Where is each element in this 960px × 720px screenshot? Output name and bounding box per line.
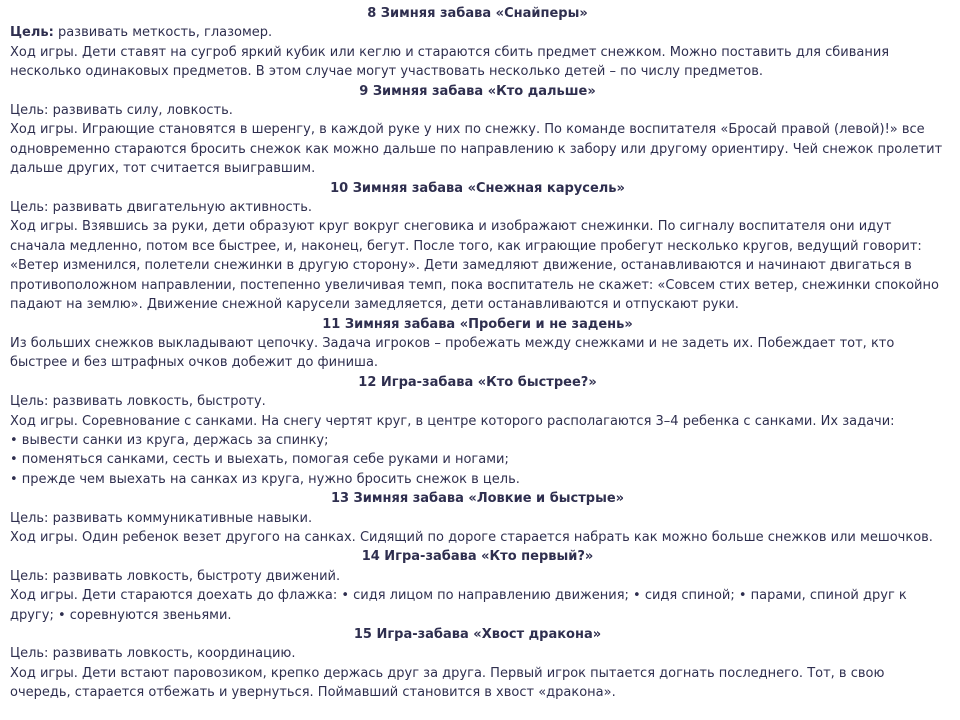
section-8 xyxy=(10,4,945,82)
section-heading: 15 Игра-забава «Хвост дракона» xyxy=(353,627,602,642)
paragraph: Ход игры. Один ребенок везет другого на санках. Сидящий по дороге старается набрать как можно больше снежков или мешочков. xyxy=(10,529,933,545)
goal-line: Цель: развивать ловкость, координацию. xyxy=(10,646,296,662)
section-heading: 11 Зимняя забава «Пробеги и не задень» xyxy=(322,316,633,332)
section-heading: 10 Зимняя забава «Снежная карусель» xyxy=(330,180,625,196)
document-body xyxy=(10,4,945,703)
paragraph: Ход игры. Взявшись за руки, дети образуют круг вокруг снеговика и изображают снежинки. По сигналу воспитателя они идут сначала медленно, потом все быстрее, и, наконец, бегут. После того, как играющие пробегут несколько кругов, ведущий говорит: «Ветер изменился, полетели снежинки в другую сторону». Дети замедляют движение, останавливаются и начинают двигаться в противоположном направлении, постепенно увеличивая темп, пока воспитатель не скажет: «Совсем стих ветер, снежинки спокойно падают на землю». Движение снежной карусели замедляется, дети останавливаются и отпускают руки. xyxy=(10,219,939,313)
paragraph: Ход игры. Дети встают паровозиком, крепко держась друг за друга. Первый игрок пытается догнать последнего. Тот, в свою очередь, старается отбежать и увернуться. Поймавший становится в хвост «дракона». xyxy=(10,665,885,701)
section-heading: 13 Зимняя забава «Ловкие и быстрые» xyxy=(330,491,625,507)
goal-line: Цель: развивать ловкость, быстроту. xyxy=(10,394,266,410)
paragraph: Ход игры. Дети стараются доехать до флажка: • сидя лицом по направлению движения; • сидя спиной; • парами, спиной друг к другу; • соревнуются звеньями. xyxy=(10,588,907,623)
section-10 xyxy=(10,179,945,315)
section-9 xyxy=(10,82,945,179)
paragraph: Ход игры. Играющие становятся в шеренгу, в каждой руке у них по снежку. По команде воспитателя «Бросай правой (левой)!» все одновременно стараются бросить снежок как можно дальше по направлению к забору или другому ориентиру. Чей снежок пролетит дальше других, тот считается выигравшим. xyxy=(10,122,943,177)
section-heading: 9 Зимняя забава «Кто дальше» xyxy=(359,83,596,99)
goal-line: Цель: развивать двигательную активность. xyxy=(10,200,312,216)
bullet-item: • поменяться санками, сесть и выехать, помогая себе руками и ногами; xyxy=(10,452,509,468)
goal-label: Цель: xyxy=(10,25,54,41)
section-11 xyxy=(10,315,945,373)
goal-line xyxy=(10,23,945,42)
paragraph: Ход игры. Соревнование с санками. На снегу чертят круг, в центре которого располагаются 3–4 ребенка с санками. Их задачи: xyxy=(10,413,895,429)
section-heading: 8 Зимняя забава «Снайперы» xyxy=(367,6,588,21)
goal-text: развивать меткость, глазомер. xyxy=(53,25,273,41)
section-15 xyxy=(10,625,945,703)
goal-line: Цель: развивать силу, ловкость. xyxy=(10,103,233,119)
section-14 xyxy=(10,547,945,625)
bullet-item: • вывести санки из круга, держась за спинку; xyxy=(10,432,329,448)
paragraph: Из больших снежков выкладывают цепочку. Задача игроков – пробежать между снежками и не задеть их. Побеждает тот, кто быстрее и без штрафных очков добежит до финиша. xyxy=(10,335,895,371)
goal-line: Цель: развивать ловкость, быстроту движений. xyxy=(10,568,341,584)
section-13 xyxy=(10,489,945,547)
goal-line: Цель: развивать коммуникативные навыки. xyxy=(10,510,313,526)
section-12 xyxy=(10,373,945,489)
section-heading: 14 Игра-забава «Кто первый?» xyxy=(361,549,594,565)
bullet-item: • прежде чем выехать на санках из круга, нужно бросить снежок в цель. xyxy=(10,471,520,487)
section-heading: 12 Игра-забава «Кто быстрее?» xyxy=(358,374,597,390)
paragraph: Ход игры. Дети ставят на сугроб яркий кубик или кеглю и стараются сбить предмет снежком. Можно поставить для сбивания несколько одинаковых предметов. В этом случае могут участвовать несколько детей – по числу предметов. xyxy=(10,44,890,80)
